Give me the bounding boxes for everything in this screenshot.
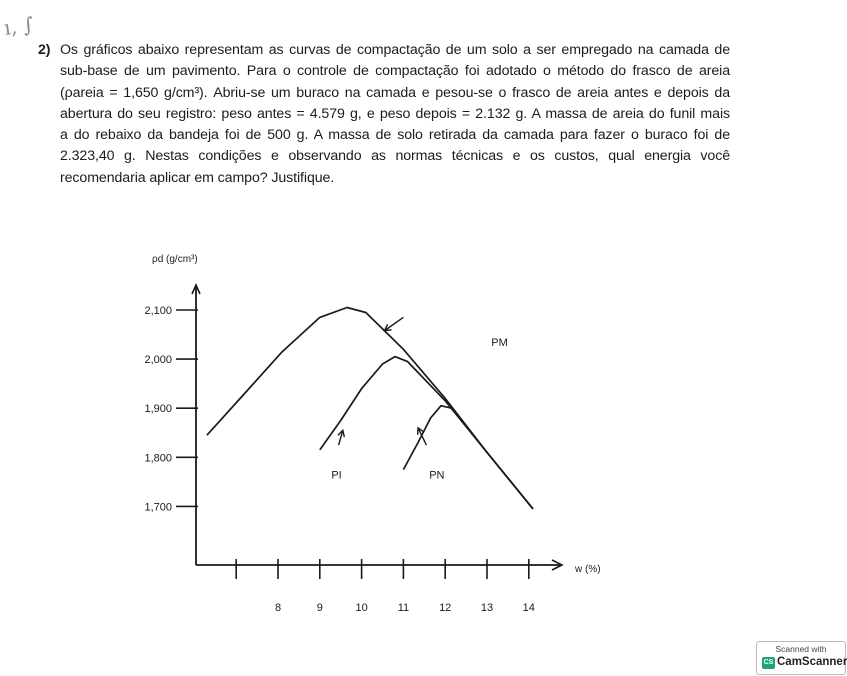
question-line-1: Os gráficos abaixo representam as curvas de compactação de um solo a ser empregado na camada de bbox=[60, 42, 730, 58]
chart-annotations bbox=[331, 317, 507, 481]
x-tick-label: 12 bbox=[439, 602, 452, 614]
question-line-6: 2.323,40 g. Nestas condições e observando as normas técnicas e os custos, qual energia você bbox=[60, 148, 730, 165]
question-line-2: sub-base de um pavimento. Para o controle de compactação foi adotado o método do frasco de areia bbox=[60, 63, 730, 80]
label-pi: PI bbox=[331, 469, 342, 482]
question-line-4: abertura do seu registro: peso antes = 4.579 g, e peso depois = 2.132 g. A massa de areia do funil mais bbox=[60, 105, 730, 122]
x-axis-label: w (%) bbox=[575, 564, 601, 575]
question-line-7: recomendaria aplicar em campo? Justifique. bbox=[60, 169, 335, 186]
y-tick-label: 1,800 bbox=[144, 452, 172, 465]
y-tick-label: 1,900 bbox=[144, 403, 172, 416]
y-tick-label: 2,100 bbox=[144, 305, 172, 317]
x-tick-label: 13 bbox=[480, 602, 494, 614]
y-tick-label: 2,000 bbox=[144, 354, 172, 367]
y-axis-label: ρd (g/cm³) bbox=[152, 254, 198, 265]
curve-pm bbox=[207, 308, 533, 509]
chart-curves bbox=[207, 308, 533, 509]
curve-pn bbox=[403, 406, 533, 509]
x-tick-label: 11 bbox=[397, 602, 410, 614]
x-tick-label: 14 bbox=[522, 602, 535, 614]
question-line-5: a do rebaixo da bandeja foi de 500 g. A massa de solo retirada da camada para fazer o buraco foi de bbox=[60, 127, 730, 144]
camscanner-watermark bbox=[756, 641, 846, 675]
camscanner-logo-icon: CS bbox=[762, 657, 775, 669]
question-number: 2) bbox=[38, 42, 51, 58]
scanned-with-text: Scanned with bbox=[775, 644, 827, 654]
camscanner-brand: CamScanner bbox=[777, 656, 847, 668]
chart-axes bbox=[144, 254, 600, 614]
label-pm: PM bbox=[491, 336, 508, 349]
x-tick-label: 8 bbox=[274, 602, 282, 614]
curve-pi bbox=[320, 357, 533, 509]
margin-scribble: ı, ∫ bbox=[2, 12, 36, 40]
question-line-3: (ρareia = 1,650 g/cm³). Abriu-se um buraco na camada e pesou-se o frasco de areia antes e depois da bbox=[60, 84, 730, 101]
y-tick-label: 1,700 bbox=[144, 501, 172, 514]
x-tick-label: 10 bbox=[355, 602, 368, 614]
x-tick-label: 9 bbox=[316, 602, 323, 614]
label-pn: PN bbox=[429, 469, 445, 482]
arrow-pm bbox=[385, 317, 404, 330]
